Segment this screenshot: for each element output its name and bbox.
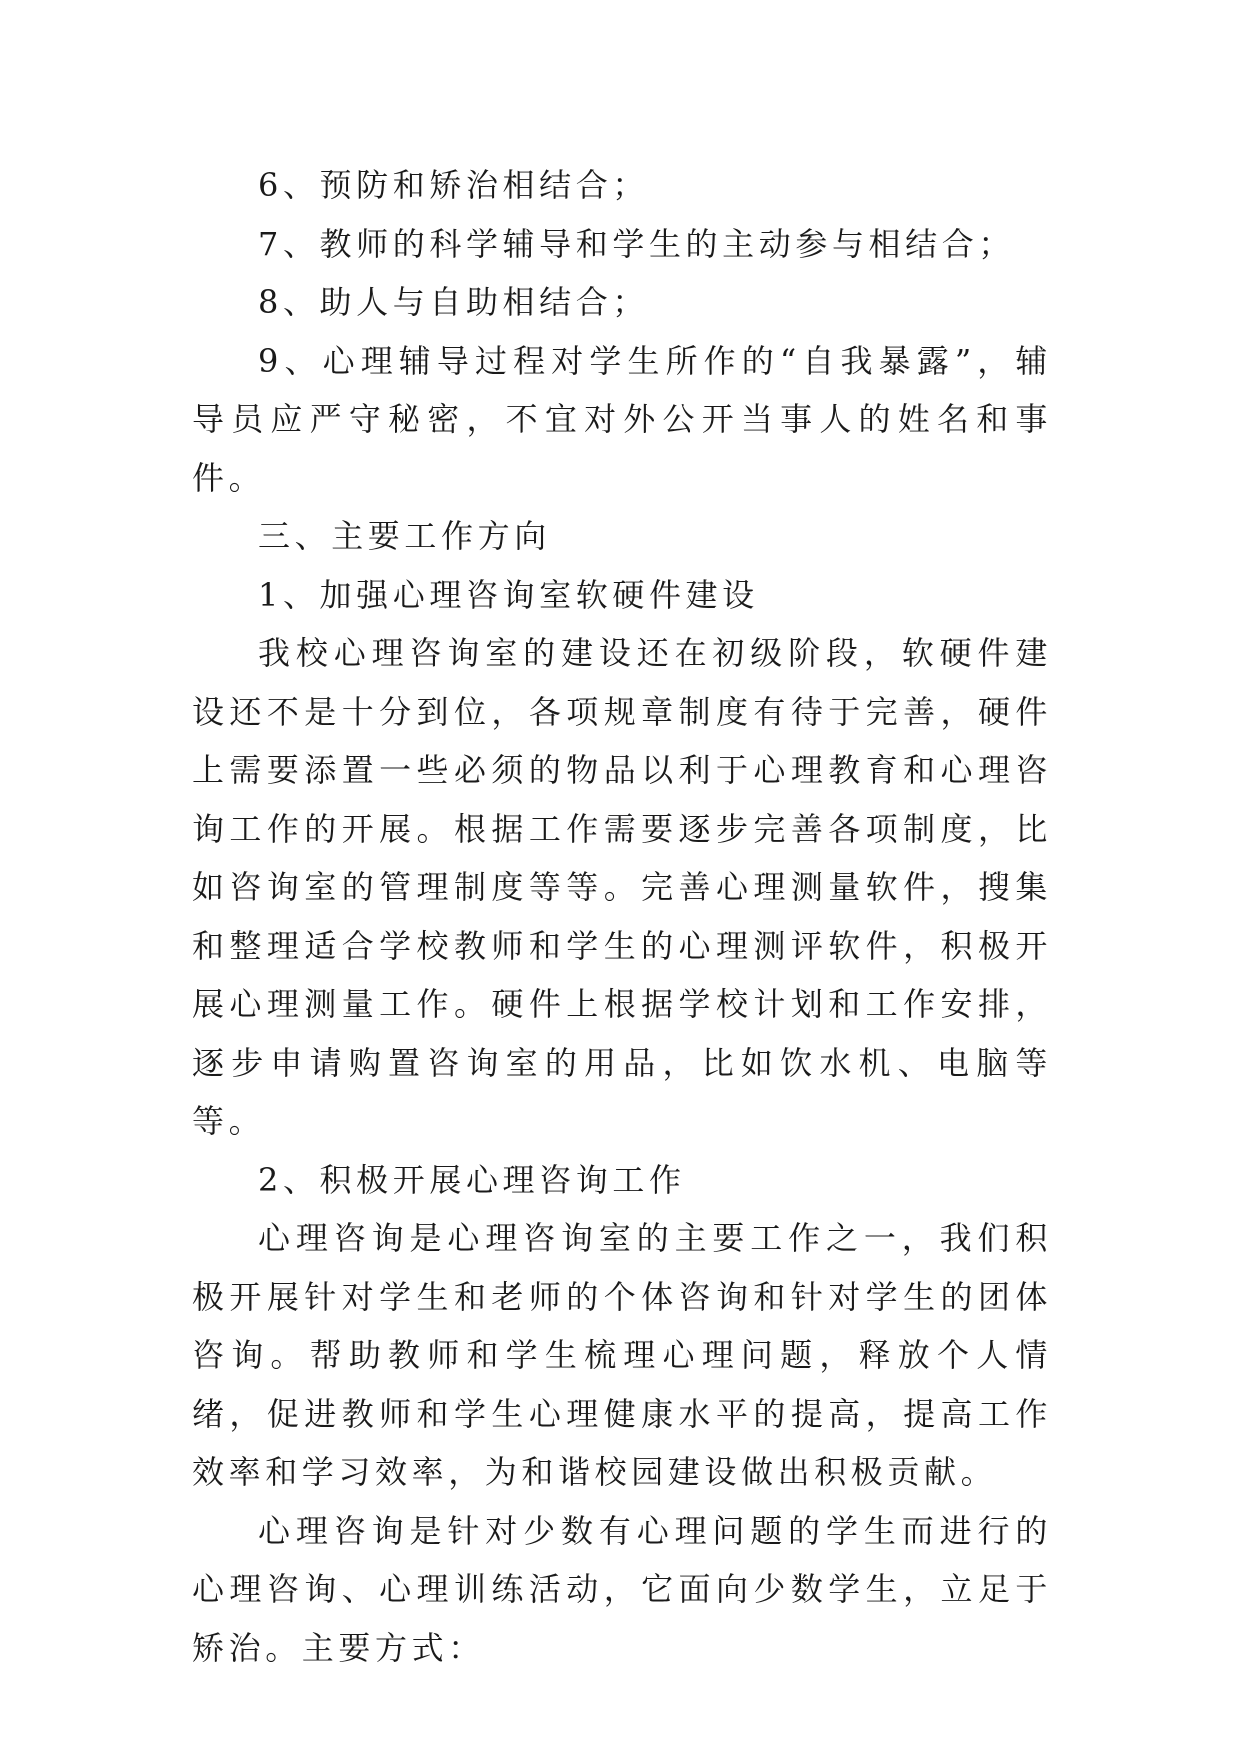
- body-paragraph: 心理咨询是心理咨询室的主要工作之一，我们积极开展针对学生和老师的个体咨询和针对学生的团体咨询。帮助教师和学生梳理心理问题，释放个人情绪，促进教师和学生心理健康水平的提高，提高工作效率和学习效率，为和谐校园建设做出积极贡献。: [192, 1219, 1052, 1491]
- section-heading: 三、主要工作方向: [258, 517, 551, 555]
- body-paragraph: 我校心理咨询室的建设还在初级阶段，软硬件建设还不是十分到位，各项规章制度有待于完善，硬件上需要添置一些必须的物品以利于心理教育和心理咨询工作的开展。根据工作需要逐步完善各项制度，比如咨询室的管理制度等等。完善心理测量软件，搜集和整理适合学校教师和学生的心理测评软件，积极开展心理测量工作。硬件上根据学校计划和工作安排，逐步申请购置咨询室的用品，比如饮水机、电脑等等。: [192, 634, 1052, 1140]
- paragraph-item-6: 6、预防和矫治相结合；: [258, 166, 649, 204]
- subsection-heading-1: 1、加强心理咨询室软硬件建设: [258, 575, 759, 614]
- paragraph-item-8: 8、助人与自助相结合；: [258, 283, 649, 321]
- body-paragraph: 心理咨询是针对少数有心理问题的学生而进行的心理咨询、心理训练活动，它面向少数学生，立足于矫治。主要方式：: [192, 1511, 1052, 1667]
- paragraph-item-7: 7、教师的科学辅导和学生的主动参与相结合；: [258, 224, 1015, 263]
- subsection-heading-2: 2、积极开展心理咨询工作: [258, 1160, 686, 1199]
- paragraph-item-9: 9、心理辅导过程对学生所作的“自我暴露”，辅导员应严守秘密，不宜对外公开当事人的姓名和事件。: [192, 341, 1052, 497]
- document-page: [192, 156, 1052, 1677]
